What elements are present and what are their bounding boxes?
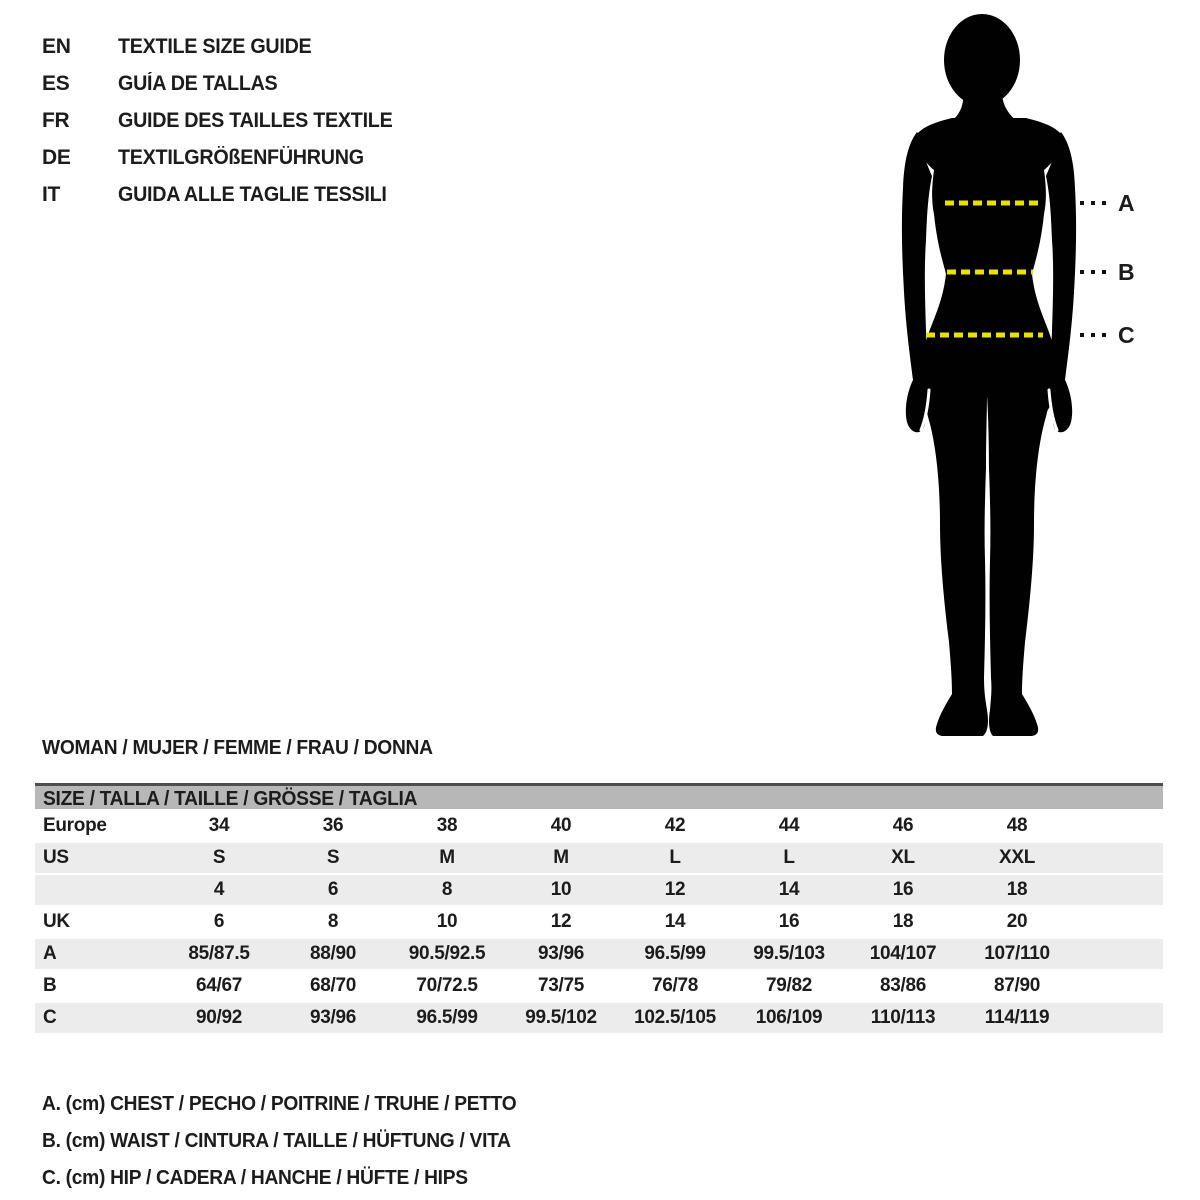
legend-waist: B. (cm) WAIST / CINTURA / TAILLE / HÜFTUNG / VITA [42, 1130, 511, 1152]
row-label [35, 875, 162, 905]
lang-row-fr [42, 102, 410, 139]
table-cell: 99.5/103 [753, 943, 825, 964]
table-cell: 70/72.5 [416, 975, 478, 996]
table-cell: 10 [550, 879, 572, 900]
table-cell: XL [891, 847, 915, 868]
lang-code: DE [42, 146, 71, 169]
table-cell: 36 [322, 815, 344, 836]
table-cell: S [212, 847, 226, 868]
table-cell: 73/75 [537, 975, 585, 996]
table-cell: 87/90 [993, 975, 1041, 996]
row-label: C [43, 1007, 57, 1028]
measurement-legend [42, 1086, 536, 1197]
body-measurement-figure [860, 0, 1200, 745]
lang-code: IT [42, 183, 61, 206]
table-cell: 64/67 [195, 975, 243, 996]
table-cell: 46 [892, 815, 914, 836]
lang-row-it [42, 176, 410, 213]
legend-hip: C. (cm) HIP / CADERA / HANCHE / HÜFTE / HIPS [42, 1167, 468, 1189]
table-cell: M [553, 847, 569, 868]
lang-title: TEXTILGRÖßENFÜHRUNG [118, 146, 364, 169]
table-row-us-numeric [35, 873, 1163, 905]
table-cell: 107/110 [984, 943, 1050, 964]
table-row-chest-a [35, 937, 1163, 969]
table-cell: 4 [213, 879, 225, 900]
row-label: UK [43, 911, 70, 932]
table-cell: S [326, 847, 340, 868]
table-cell: 104/107 [869, 943, 937, 964]
legend-chest: A. (cm) CHEST / PECHO / POITRINE / TRUHE / PETTO [42, 1093, 517, 1115]
size-table-header [35, 783, 1163, 809]
table-cell: 40 [550, 815, 572, 836]
table-cell: 16 [778, 911, 800, 932]
table-cell: 114/119 [984, 1007, 1050, 1028]
lang-code: ES [42, 72, 70, 95]
table-cell: 20 [1006, 911, 1028, 932]
table-cell: L [783, 847, 795, 868]
marker-label-hip: C [1118, 322, 1135, 348]
table-cell: 42 [664, 815, 686, 836]
table-cell: 12 [664, 879, 686, 900]
table-cell: 102.5/105 [634, 1007, 716, 1028]
table-cell: 90/92 [195, 1007, 243, 1028]
table-cell: 12 [550, 911, 572, 932]
table-cell: 110/113 [870, 1007, 936, 1028]
table-cell: XXL [998, 847, 1036, 868]
table-row-us [35, 841, 1163, 873]
table-cell: 96.5/99 [644, 943, 706, 964]
table-cell: 6 [327, 879, 339, 900]
table-cell: 48 [1006, 815, 1028, 836]
lang-row-es [42, 65, 410, 102]
lang-title: TEXTILE SIZE GUIDE [118, 35, 312, 58]
table-row-waist-b [35, 969, 1163, 1001]
size-table [35, 783, 1163, 1033]
table-cell: 14 [778, 879, 800, 900]
lang-title: GUÍA DE TALLAS [118, 72, 278, 95]
table-cell: 88/90 [309, 943, 357, 964]
lang-code: EN [42, 35, 71, 58]
section-title-woman: WOMAN / MUJER / FEMME / FRAU / DONNA [42, 737, 433, 759]
table-cell: 34 [208, 815, 230, 836]
size-table-header-text: SIZE / TALLA / TAILLE / GRÖSSE / TAGLIA [43, 788, 418, 810]
table-cell: 14 [664, 911, 686, 932]
table-cell: M [439, 847, 455, 868]
table-cell: 18 [892, 911, 914, 932]
marker-label-waist: B [1118, 259, 1135, 285]
lang-row-en [42, 28, 410, 65]
row-label: US [43, 847, 69, 868]
table-cell: 93/96 [537, 943, 585, 964]
table-cell: 8 [441, 879, 453, 900]
table-cell: 68/70 [309, 975, 357, 996]
row-label: A [43, 943, 57, 964]
lang-title: GUIDE DES TAILLES TEXTILE [118, 109, 393, 132]
marker-label-chest: A [1118, 190, 1135, 216]
table-cell: 10 [436, 911, 458, 932]
table-cell: 44 [778, 815, 800, 836]
language-title-block [42, 28, 410, 213]
woman-silhouette-svg [860, 0, 1200, 745]
table-cell: 99.5/102 [525, 1007, 597, 1028]
table-cell: 83/86 [879, 975, 927, 996]
table-row-uk [35, 905, 1163, 937]
table-cell: 6 [213, 911, 225, 932]
table-cell: 106/109 [755, 1007, 823, 1028]
table-cell: 93/96 [309, 1007, 357, 1028]
table-cell: 8 [327, 911, 339, 932]
table-cell: 90.5/92.5 [408, 943, 486, 964]
table-cell: L [669, 847, 681, 868]
table-row-europe [35, 809, 1163, 841]
table-cell: 18 [1006, 879, 1028, 900]
lang-code: FR [42, 109, 70, 132]
table-cell: 85/87.5 [188, 943, 250, 964]
left-leg-shape [922, 345, 988, 736]
table-row-hip-c [35, 1001, 1163, 1033]
table-cell: 96.5/99 [416, 1007, 478, 1028]
table-cell: 38 [436, 815, 458, 836]
lang-row-de [42, 139, 410, 176]
table-cell: 79/82 [765, 975, 813, 996]
table-cell: 76/78 [651, 975, 699, 996]
row-label: Europe [43, 815, 107, 836]
row-label: B [43, 975, 57, 996]
table-cell: 16 [892, 879, 914, 900]
lang-title: GUIDA ALLE TAGLIE TESSILI [118, 183, 387, 206]
right-leg-shape [987, 345, 1052, 736]
